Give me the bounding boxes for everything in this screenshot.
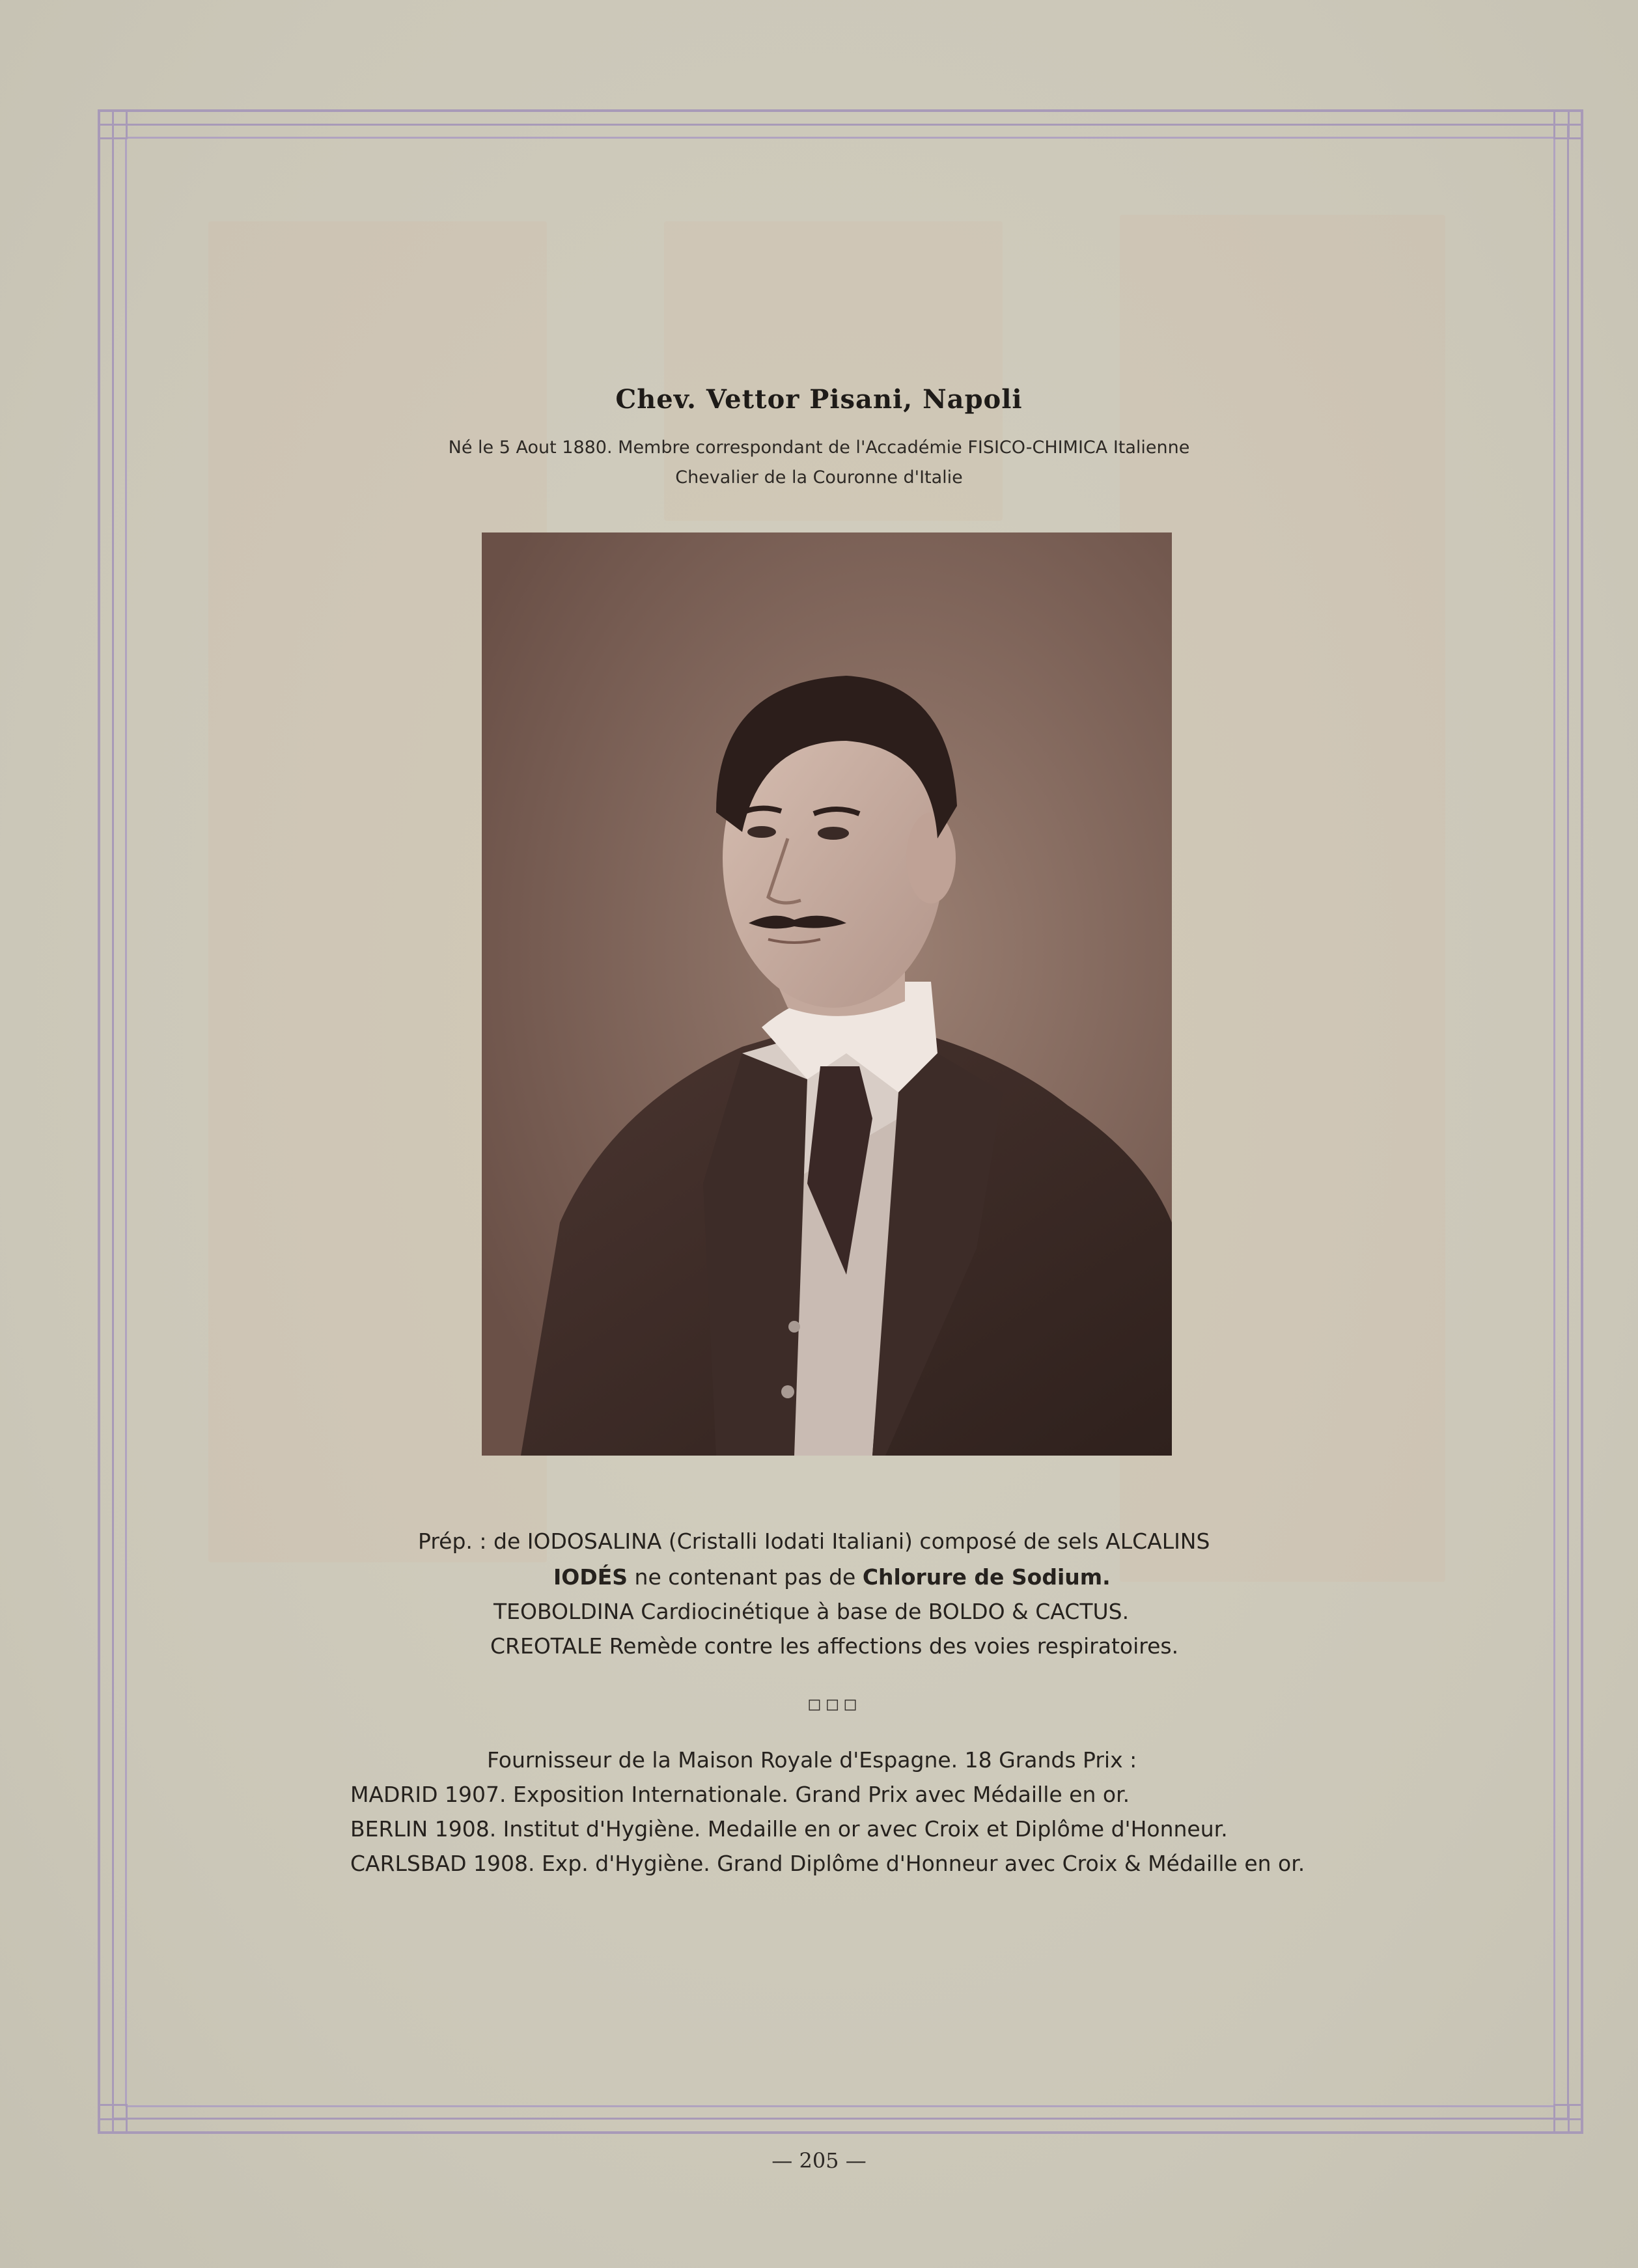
portrait-illustration [482,532,1172,1456]
products-line-3: TEOBOLDINA Cardiocinétique à base de BOLDO & CACTUS. [493,1599,1130,1624]
award-item-madrid: MADRID 1907. Exposition Internationale. Grand Prix avec Médaille en or. [350,1782,1130,1807]
frame-rule-bottom [128,2105,1553,2107]
frame-rule-right [1553,139,1555,2107]
subtitle-line-2: Chevalier de la Couronne d'Italie [675,467,963,488]
awards-intro: Fournisseur de la Maison Royale d'Espagne. 18 Grands Prix : [487,1747,1137,1773]
frame-rule-left [125,139,127,2107]
frame-corner-top-right [1553,109,1583,139]
subtitle-line-1: Né le 5 Aout 1880. Membre correspondant de l'Accadémie FISICO-CHIMICA Italienne [448,437,1190,458]
section-ornament: ◻◻◻ [807,1694,861,1714]
frame-corner-top-left [98,109,128,139]
page-number: — 205 — [771,2148,867,2173]
award-item-carlsbad: CARLSBAD 1908. Exp. d'Hygiène. Grand Diplôme d'Honneur avec Croix & Médaille en or. [350,1851,1305,1876]
frame-corner-bottom-right [1553,2104,1583,2134]
products-line-2 [553,1564,1111,1590]
iodes-bold-text: IODÉS [553,1564,628,1590]
award-item-berlin: BERLIN 1908. Institut d'Hygiène. Medaille en or avec Croix et Diplôme d'Honneur. [350,1816,1228,1842]
products-line-1: Prép. : de IODOSALINA (Cristalli Iodati Italiani) composé de sels ALCALINS [418,1528,1210,1554]
products-line-4: CREOTALE Remède contre les affections des voies respiratoires. [490,1633,1179,1659]
products-line-2-middle: ne contenant pas de [628,1564,863,1590]
frame-corner-bottom-left [98,2104,128,2134]
portrait-photo [482,532,1172,1456]
frame-rule-top [128,137,1553,139]
chlorure-bold-text: Chlorure de Sodium. [862,1564,1111,1590]
page-title: Chev. Vettor Pisani, Napoli [615,384,1023,415]
